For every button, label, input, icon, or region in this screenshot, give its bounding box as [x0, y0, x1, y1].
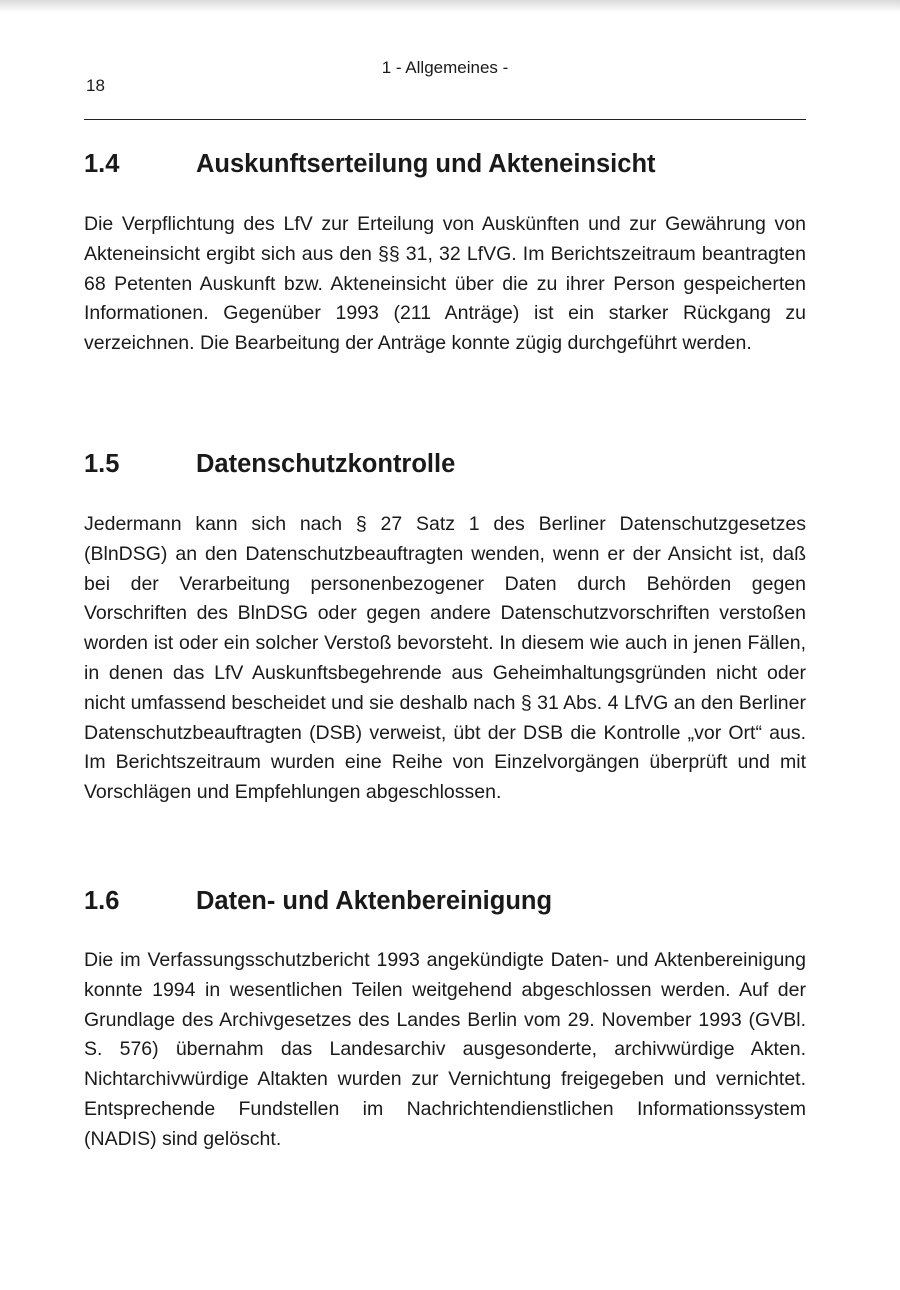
page-number: 18 [86, 76, 105, 95]
section-title: Auskunftserteilung und Akteneinsicht [196, 150, 656, 178]
section-paragraph: Jedermann kann sich nach § 27 Satz 1 des Berliner Datenschutzgesetzes (BlnDSG) an den Datenschutzbeauftragten wenden, wenn er der Ansicht ist, daß bei der Verarbeitung personenbezogener Daten durch Behörden gegen Vorschriften des BlnDSG oder gegen andere Datenschutzvorschriften verstoßen worden ist oder ein solcher Verstoß bevorsteht. In diesem wie auch in jenen Fällen, in denen das LfV Auskunftsbegehrende aus Geheimhaltungsgründen nicht oder nicht umfassend bescheidet und sie deshalb nach § 31 Abs. 4 LfVG an den Berliner Datenschutzbeauftragten (DSB) verweist, übt der DSB die Kontrolle „vor Ort“ aus. Im Berichtszeitraum wurden eine Reihe von Einzelvorgängen überprüft und mit Vorschlägen und Empfehlungen abgeschlossen. [84, 513, 806, 804]
section-number: 1.5 [84, 450, 120, 478]
running-header [84, 58, 806, 98]
section-title: Datenschutzkontrolle [196, 450, 456, 478]
section-number: 1.4 [84, 150, 120, 178]
section-heading [84, 148, 806, 180]
section-heading [84, 885, 806, 917]
section-datenschutzkontrolle [84, 448, 806, 808]
section-datenbereinigung [84, 885, 806, 1155]
section-paragraph: Die im Verfassungsschutzbericht 1993 angekündigte Daten- und Aktenbereinigung konnte 1994 in wesentlichen Teilen weitgehend abgeschlossen werden. Auf der Grundlage des Archivgesetzes des Landes Berlin vom 29. November 1993 (GVBl. S. 576) übernahm das Landesarchiv ausgesonderte, archivwürdige Akten. Nichtarchivwürdige Altakten wurden zur Vernichtung freigegeben und vernichtet. Entsprechende Fundstellen im Nachrichtendienstlichen Informationssystem (NADIS) sind gelöscht. [84, 949, 806, 1150]
section-auskunftserteilung [84, 148, 806, 359]
section-paragraph: Die Verpflichtung des LfV zur Erteilung von Auskünften und zur Gewährung von Akteneinsicht ergibt sich aus den §§ 31, 32 LfVG. Im Berichtszeitraum beantragten 68 Petenten Auskunft bzw. Akteneinsicht über die zu ihrer Person gespeicherten Informationen. Gegenüber 1993 (211 Anträge) ist ein starker Rückgang zu verzeichnen. Die Bearbeitung der Anträge konnte zügig durchgeführt werden. [84, 213, 806, 355]
section-heading [84, 448, 806, 480]
chapter-title: 1 - Allgemeines - [381, 58, 509, 77]
section-title: Daten- und Aktenbereinigung [196, 887, 553, 915]
scan-edge-shadow [0, 0, 900, 12]
section-number: 1.6 [84, 887, 120, 915]
header-divider [84, 119, 806, 120]
